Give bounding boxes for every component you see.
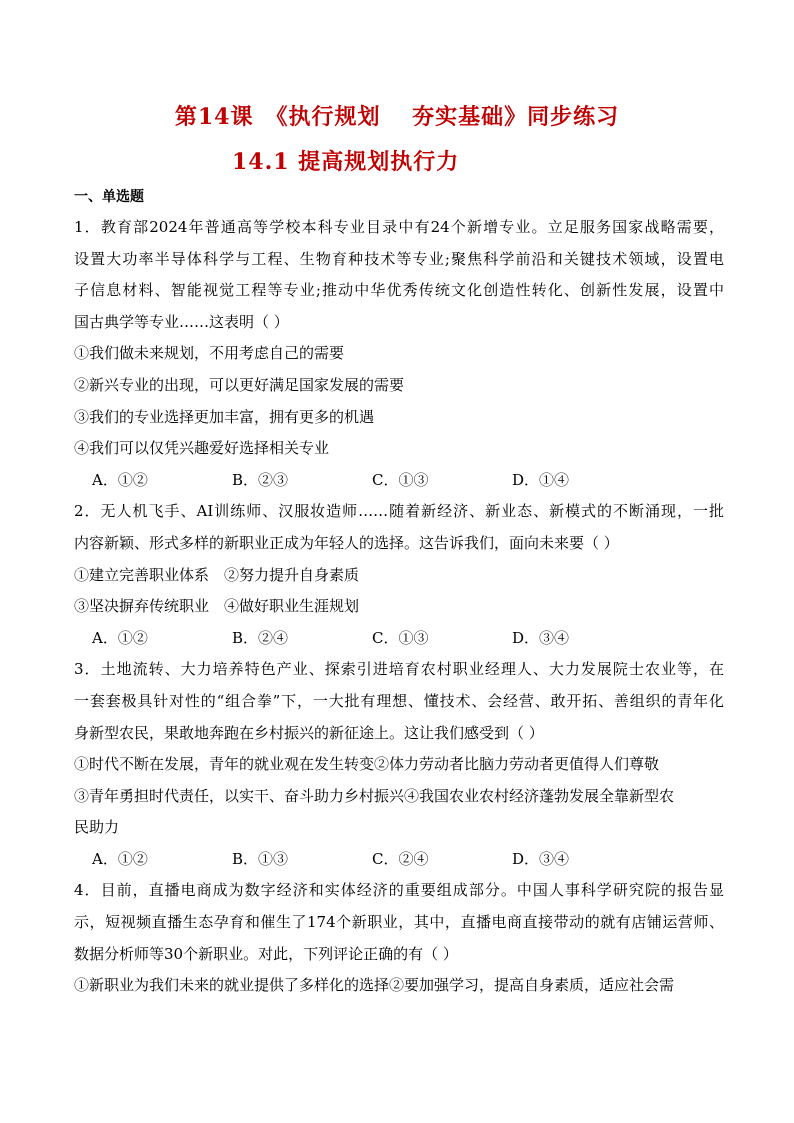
question-stem-line: 一套套极具针对性的“组合拳”下，一大批有理想、懂技术、会经营、敢开拓、善组织的青年化 xyxy=(74,691,724,710)
option-d[interactable]: D．③④ xyxy=(512,849,570,868)
option-b[interactable]: B．①③ xyxy=(232,849,289,868)
question-list xyxy=(74,212,724,1002)
option-a[interactable]: A．①② xyxy=(92,470,148,489)
statement: ④我们可以仅凭兴趣爱好选择相关专业 xyxy=(74,439,330,458)
option-b[interactable]: B．②④ xyxy=(232,628,289,647)
page-title: 第14课 《执行规划 夯实基础》同步练习 xyxy=(174,104,620,130)
question-stem-line: 3．土地流转、大力培养特色产业、探索引进培育农村职业经理人、大力发展院士农业等，在 xyxy=(74,660,724,679)
question-stem-line: 数据分析师等30个新职业。对此，下列评论正确的有（ ） xyxy=(74,944,458,963)
question-stem-line: 国古典学等专业……这表明（ ） xyxy=(74,312,289,331)
option-d[interactable]: D．①④ xyxy=(512,470,570,489)
statement: ③坚决摒弃传统职业 ④做好职业生涯规划 xyxy=(74,597,360,616)
statement: 民助力 xyxy=(74,818,120,837)
page-subtitle: 14.1 提高规划执行力 xyxy=(232,149,460,175)
question-stem-line: 身新型农民，果敢地奔跑在乡村振兴的新征途上。这让我们感受到（ ） xyxy=(74,723,544,742)
question-2 xyxy=(74,496,724,654)
question-stem-line: 2．无人机飞手、AI训练师、汉服妆造师……随着新经济、新业态、新模式的不断涌现，一批 xyxy=(74,502,724,521)
option-c[interactable]: C．①③ xyxy=(372,628,429,647)
option-a[interactable]: A．①② xyxy=(92,628,148,647)
statement: ①时代不断在发展，青年的就业观在发生转变②体力劳动者比脑力劳动者更值得人们尊敬 xyxy=(74,755,660,774)
question-stem-line: 内容新颖、形式多样的新职业正成为年轻人的选择。这告诉我们，面向未来要（ ） xyxy=(74,533,619,552)
question-stem-line: 4．目前，直播电商成为数字经济和实体经济的重要组成部分。中国人事科学研究院的报告显 xyxy=(74,881,724,900)
question-3 xyxy=(74,654,724,875)
question-4 xyxy=(74,875,724,1001)
statement: ②新兴专业的出现，可以更好满足国家发展的需要 xyxy=(74,375,405,394)
option-b[interactable]: B．②③ xyxy=(232,470,289,489)
option-c[interactable]: C．②④ xyxy=(372,849,429,868)
section-title: 一、单选题 xyxy=(74,189,144,205)
statement: ①新职业为我们未来的就业提供了多样化的选择②要加强学习，提高自身素质，适应社会需 xyxy=(74,976,675,995)
statement: ①我们做未来规划，不用考虑自己的需要 xyxy=(74,344,345,363)
answer-options xyxy=(74,844,724,876)
question-stem-line: 子信息材料、智能视觉工程等专业;推动中华优秀传统文化创造性转化、创新性发展，设置中 xyxy=(74,281,724,300)
statement: ③我们的专业选择更加丰富，拥有更多的机遇 xyxy=(74,407,375,426)
question-1 xyxy=(74,212,724,496)
option-d[interactable]: D．③④ xyxy=(512,628,570,647)
answer-options xyxy=(74,623,724,655)
statement: ①建立完善职业体系 ②努力提升自身素质 xyxy=(74,565,360,584)
statement: ③青年勇担时代责任，以实干、奋斗助力乡村振兴④我国农业农村经济蓬勃发展全靠新型农 xyxy=(74,786,675,805)
option-a[interactable]: A．①② xyxy=(92,849,148,868)
question-stem-line: 示，短视频直播生态孕育和催生了174个新职业，其中，直播电商直接带动的就有店铺运营师、 xyxy=(74,913,724,932)
answer-options xyxy=(74,465,724,497)
question-stem-line: 设置大功率半导体科学与工程、生物育种技术等专业;聚焦科学前沿和关键技术领域，设置电 xyxy=(74,249,724,268)
question-stem-line: 1．教育部2024年普通高等学校本科专业目录中有24个新增专业。立足服务国家战略需要， xyxy=(74,218,724,236)
option-c[interactable]: C．①③ xyxy=(372,470,429,489)
